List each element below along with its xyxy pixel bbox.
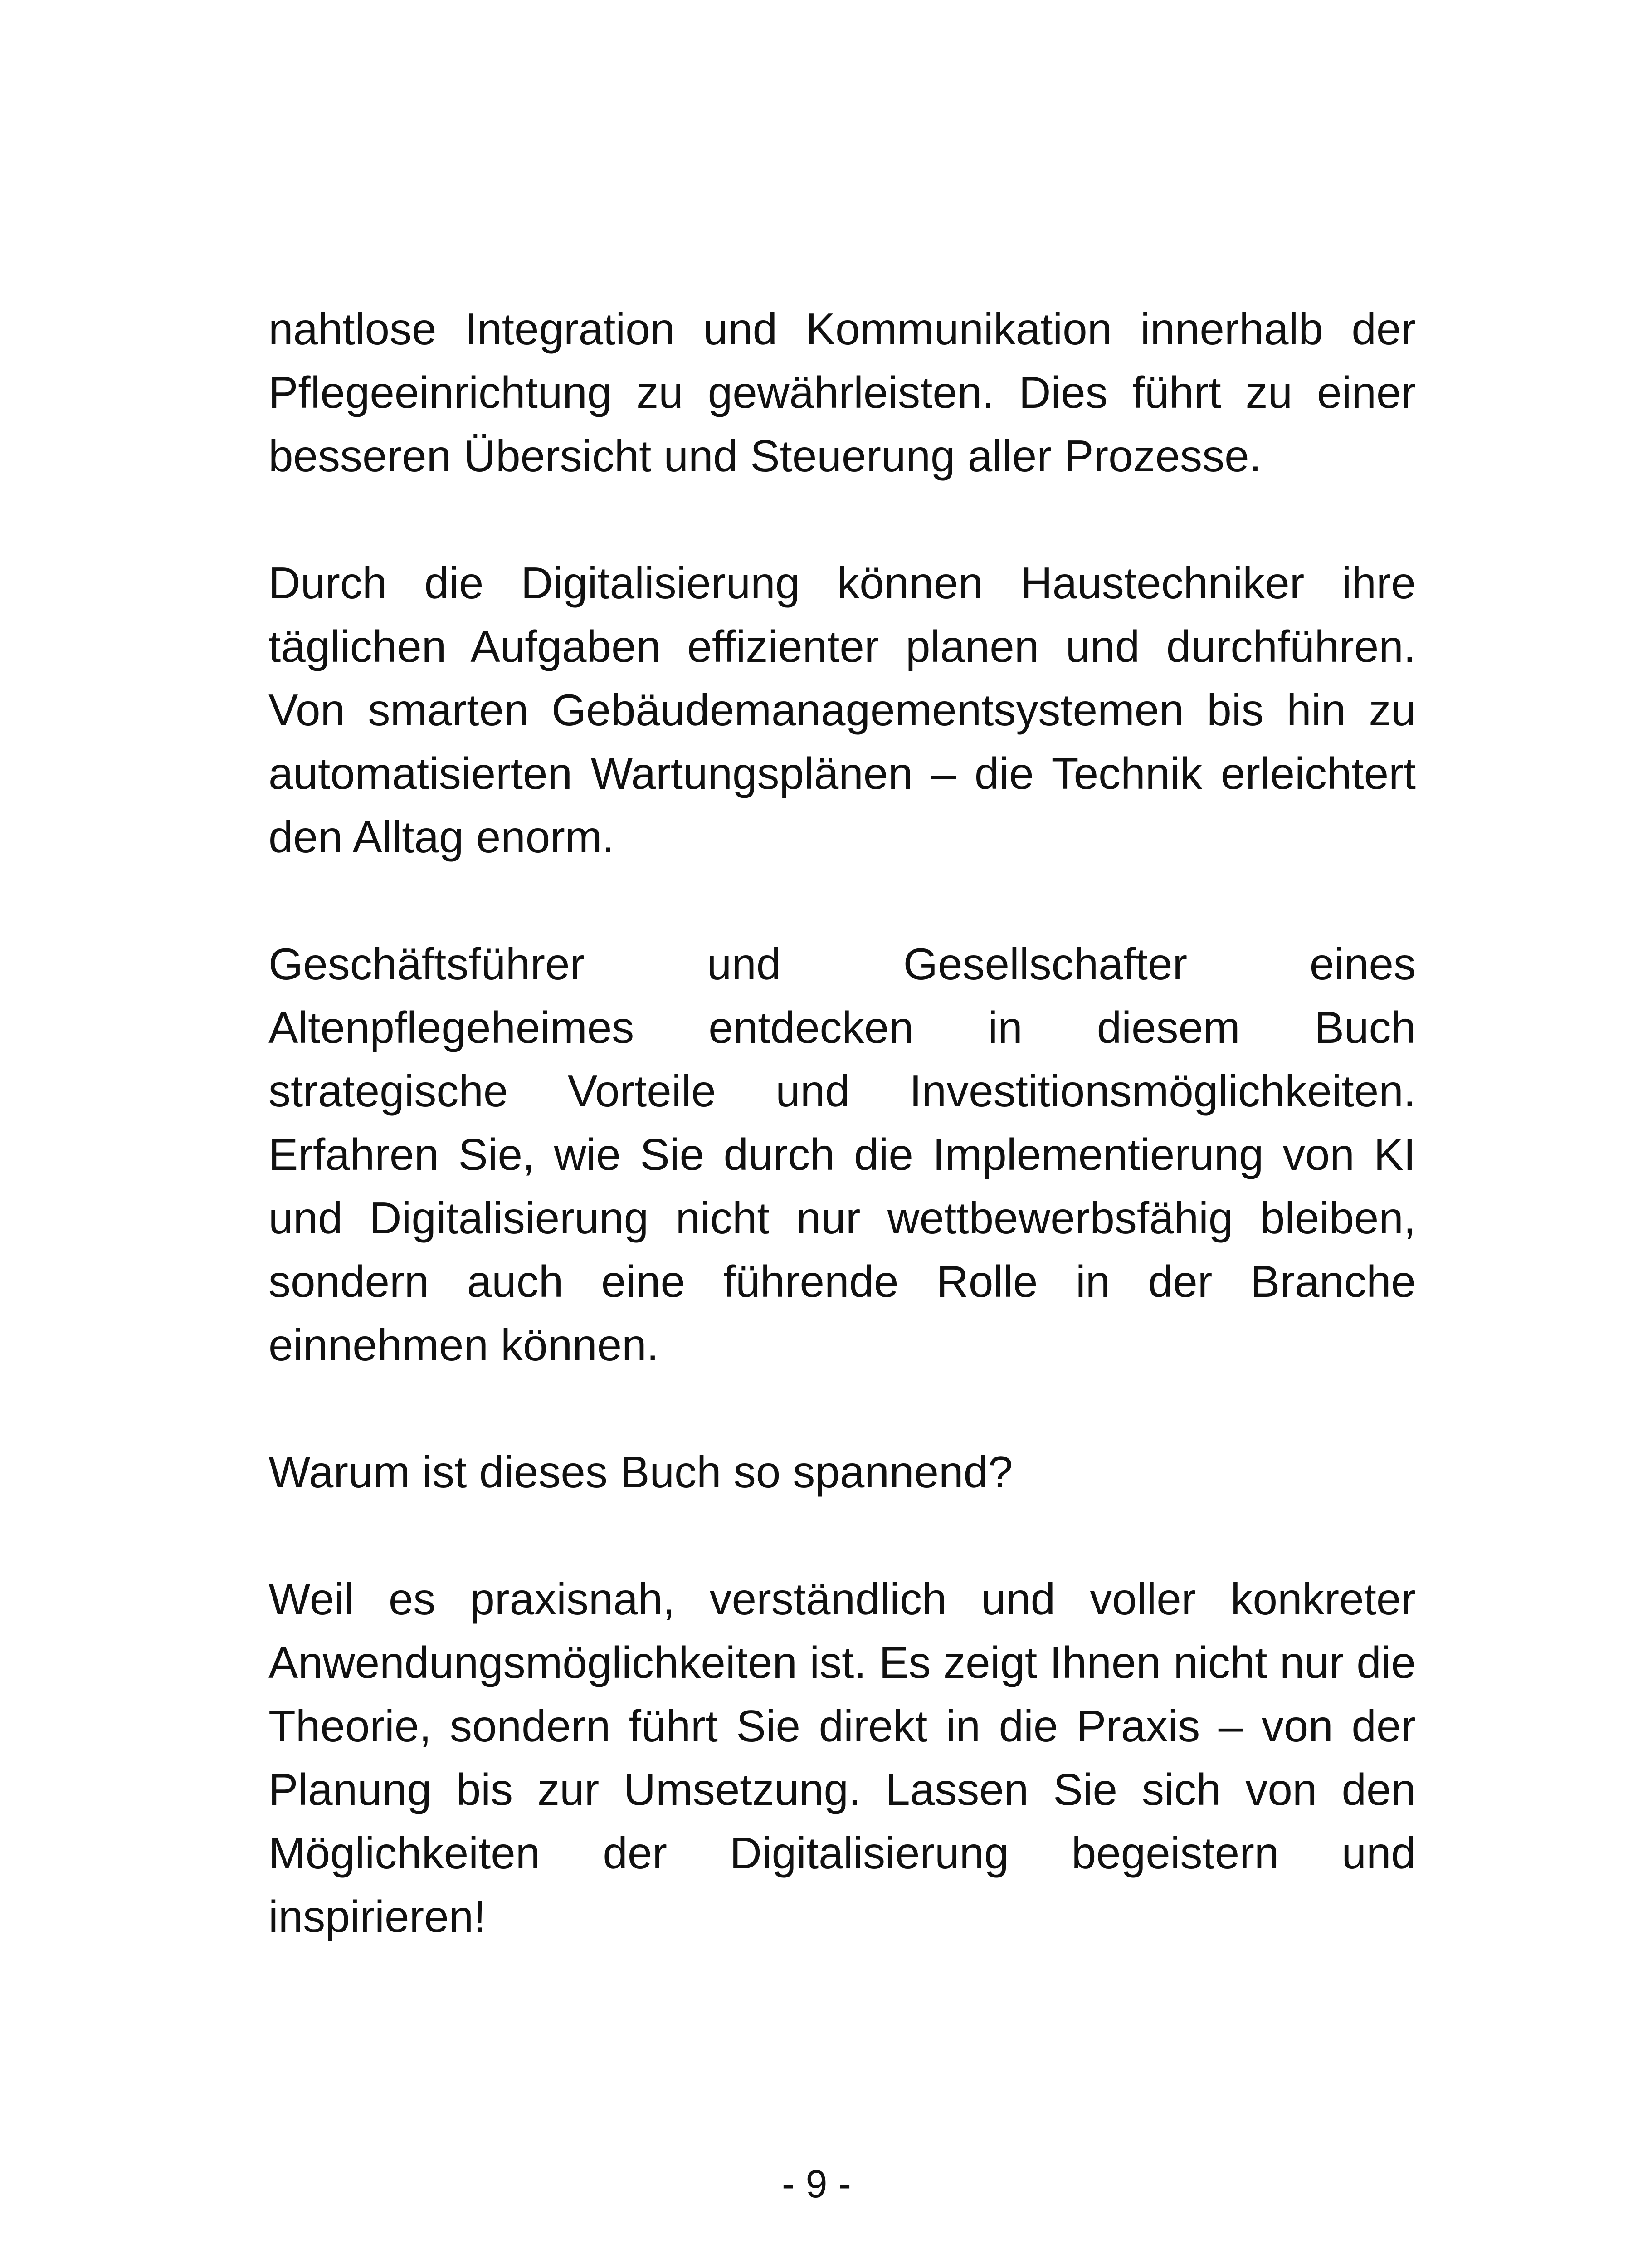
paragraph-answer: Weil es praxisnah, verständlich und voller konkreter Anwendungsmöglichkeiten ist. Es zeigt Ihnen nicht nur die Theorie, sondern führt Sie direkt in die Praxis – von der Planung bis zur Umsetzung. Lassen Sie sich von den Möglichkeiten der Digitalisierung begeistern und inspirieren! (268, 1574, 1416, 1941)
paragraph-geschaeftsfuehrer: Geschäftsführer und Gesellschafter eines Altenpflegeheimes entdecken in diesem Buch strategische Vorteile und Investitionsmöglichkeiten. Erfahren Sie, wie Sie durch die Implementierung von KI und Digitalisierung nicht nur wettbewerbsfähig bleiben, sondern auch eine führende Rolle in der Branche einnehmen können. (268, 939, 1416, 1370)
paragraph-integration: nahtlose Integration und Kommunikation innerhalb der Pflegeeinrichtung zu gewährleisten. Dies führt zu einer besseren Übersicht und Steuerung aller Prozesse. (268, 304, 1416, 481)
paragraph-question: Warum ist dieses Buch so spannend? (268, 1447, 1013, 1497)
body-text (268, 297, 1416, 1948)
paragraph-haustechniker: Durch die Digitalisierung können Haustechniker ihre täglichen Aufgaben effizienter planen und durchführen. Von smarten Gebäudemanagementsystemen bis hin zu automatisierten Wartungsplänen – die Technik erleichtert den Alltag enorm. (268, 558, 1416, 862)
page-number: - 9 - (782, 2162, 851, 2206)
